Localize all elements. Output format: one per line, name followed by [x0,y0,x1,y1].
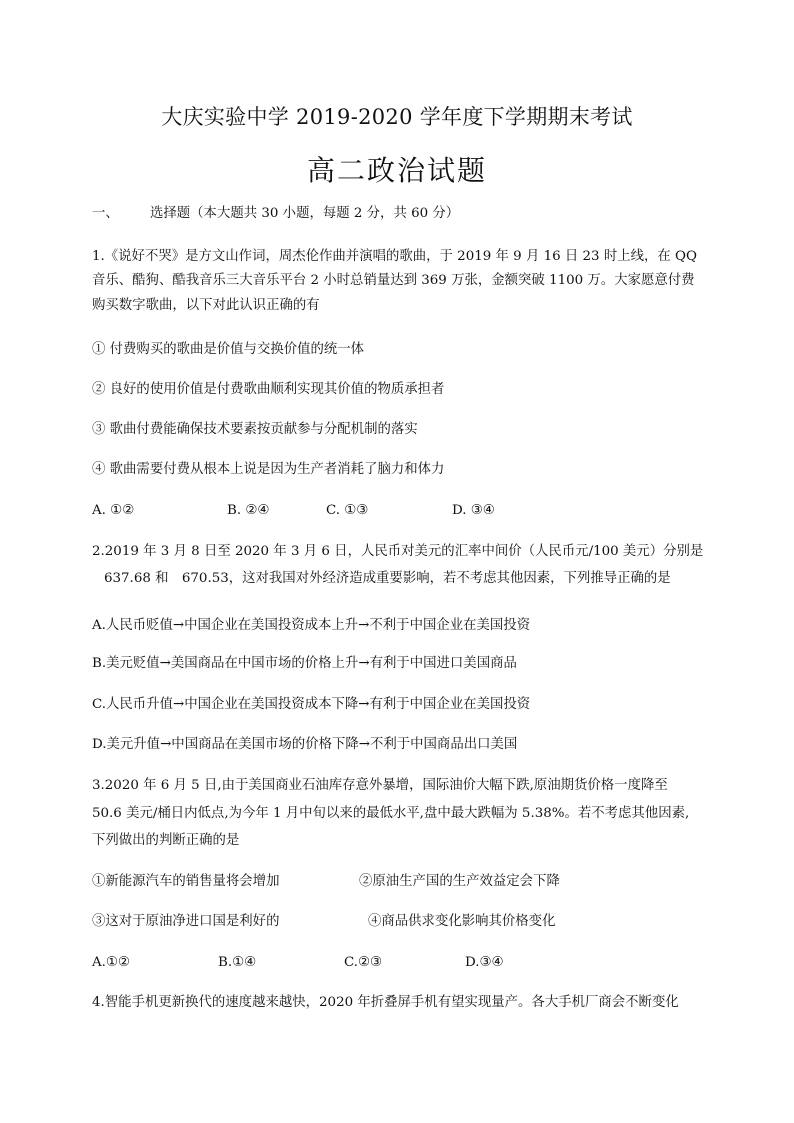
q3-item-2: ②原油生产国的生产效益定会下降 [359,874,560,889]
q4-stem-line-1: 4.智能手机更新换代的速度越来越快，2020 年折叠屏手机有望实现量产。各大手机厂商会不断变化 [92,995,679,1010]
section-number: 一、 [92,206,119,221]
q1-item-2: ② 良好的使用价值是付费歌曲顺利实现其价值的物质承担者 [92,382,445,397]
q2-stem-line-1: 2.2019 年 3 月 8 日至 2020 年 3 月 6 日，人民币对美元的汇率中间价（人民币元/100 美元）分别是 [92,544,704,559]
q1-stem-line-2: 音乐、酷狗、酷我音乐三大音乐平台 2 小时总销量达到 369 万张，金额突破 1100 万。大家愿意付费 [92,273,695,288]
q3-option-d: D.③④ [465,955,504,970]
q3-item-4: ④商品供求变化影响其价格变化 [368,914,556,929]
section-label: 选择题（本大题共 30 小题，每题 2 分，共 60 分） [150,206,460,221]
q1-item-3: ③ 歌曲付费能确保技术要素按贡献参与分配机制的落实 [92,422,418,437]
q3-option-b: B.①④ [218,955,257,970]
q1-option-d: D. ③④ [452,503,495,518]
q1-option-c: C. ①③ [326,503,369,518]
q3-item-3: ③这对于原油净进口国是利好的 [92,914,280,929]
q3-stem-line-1: 3.2020 年 6 月 5 日,由于美国商业石油库存意外暴增，国际油价大幅下跌,原油期货价格一度降至 [92,778,668,793]
q1-item-1: ① 付费购买的歌曲是价值与交换价值的统一体 [92,342,365,357]
q1-stem-line-3: 购买数字歌曲，以下对此认识正确的有 [92,298,320,313]
q3-stem-line-2: 50.6 美元/桶日内低点,为今年 1 月中旬以来的最低水平,盘中最大跌幅为 5.38%。若不考虑其他因素, [92,806,690,821]
q3-item-1: ①新能源汽车的销售量将会增加 [92,874,280,889]
q1-option-b: B. ②④ [227,503,270,518]
exam-subtitle: 高二政治试题 [306,154,487,187]
exam-title: 大庆实验中学 2019-2020 学年度下学期期末考试 [161,105,633,129]
q2-option-c: C.人民币升值→中国企业在美国投资成本下降→有利于中国企业在美国投资 [92,697,531,712]
q1-stem-line-1: 1.《说好不哭》是方文山作词，周杰伦作曲并演唱的歌曲，于 2019 年 9 月 16 日 23 时上线，在 QQ [92,249,697,264]
q3-option-c: C.②③ [344,955,383,970]
q1-item-4: ④ 歌曲需要付费从根本上说是因为生产者消耗了脑力和体力 [92,462,445,477]
q2-option-d: D.美元升值→中国商品在美国市场的价格下降→不利于中国商品出口美国 [92,737,518,752]
q1-option-a: A. ①② [92,503,135,518]
q2-stem-line-2: 637.68 和 670.53，这对我国对外经济造成重要影响，若不考虑其他因素，下列推导正确的是 [104,571,671,586]
q2-option-b: B.美元贬值→美国商品在中国市场的价格上升→有利于中国进口美国商品 [92,656,517,671]
q2-option-a: A.人民币贬值→中国企业在美国投资成本上升→不利于中国企业在美国投资 [92,618,531,633]
q3-option-a: A.①② [92,955,130,970]
q3-stem-line-3: 下列做出的判断正确的是 [92,833,240,848]
